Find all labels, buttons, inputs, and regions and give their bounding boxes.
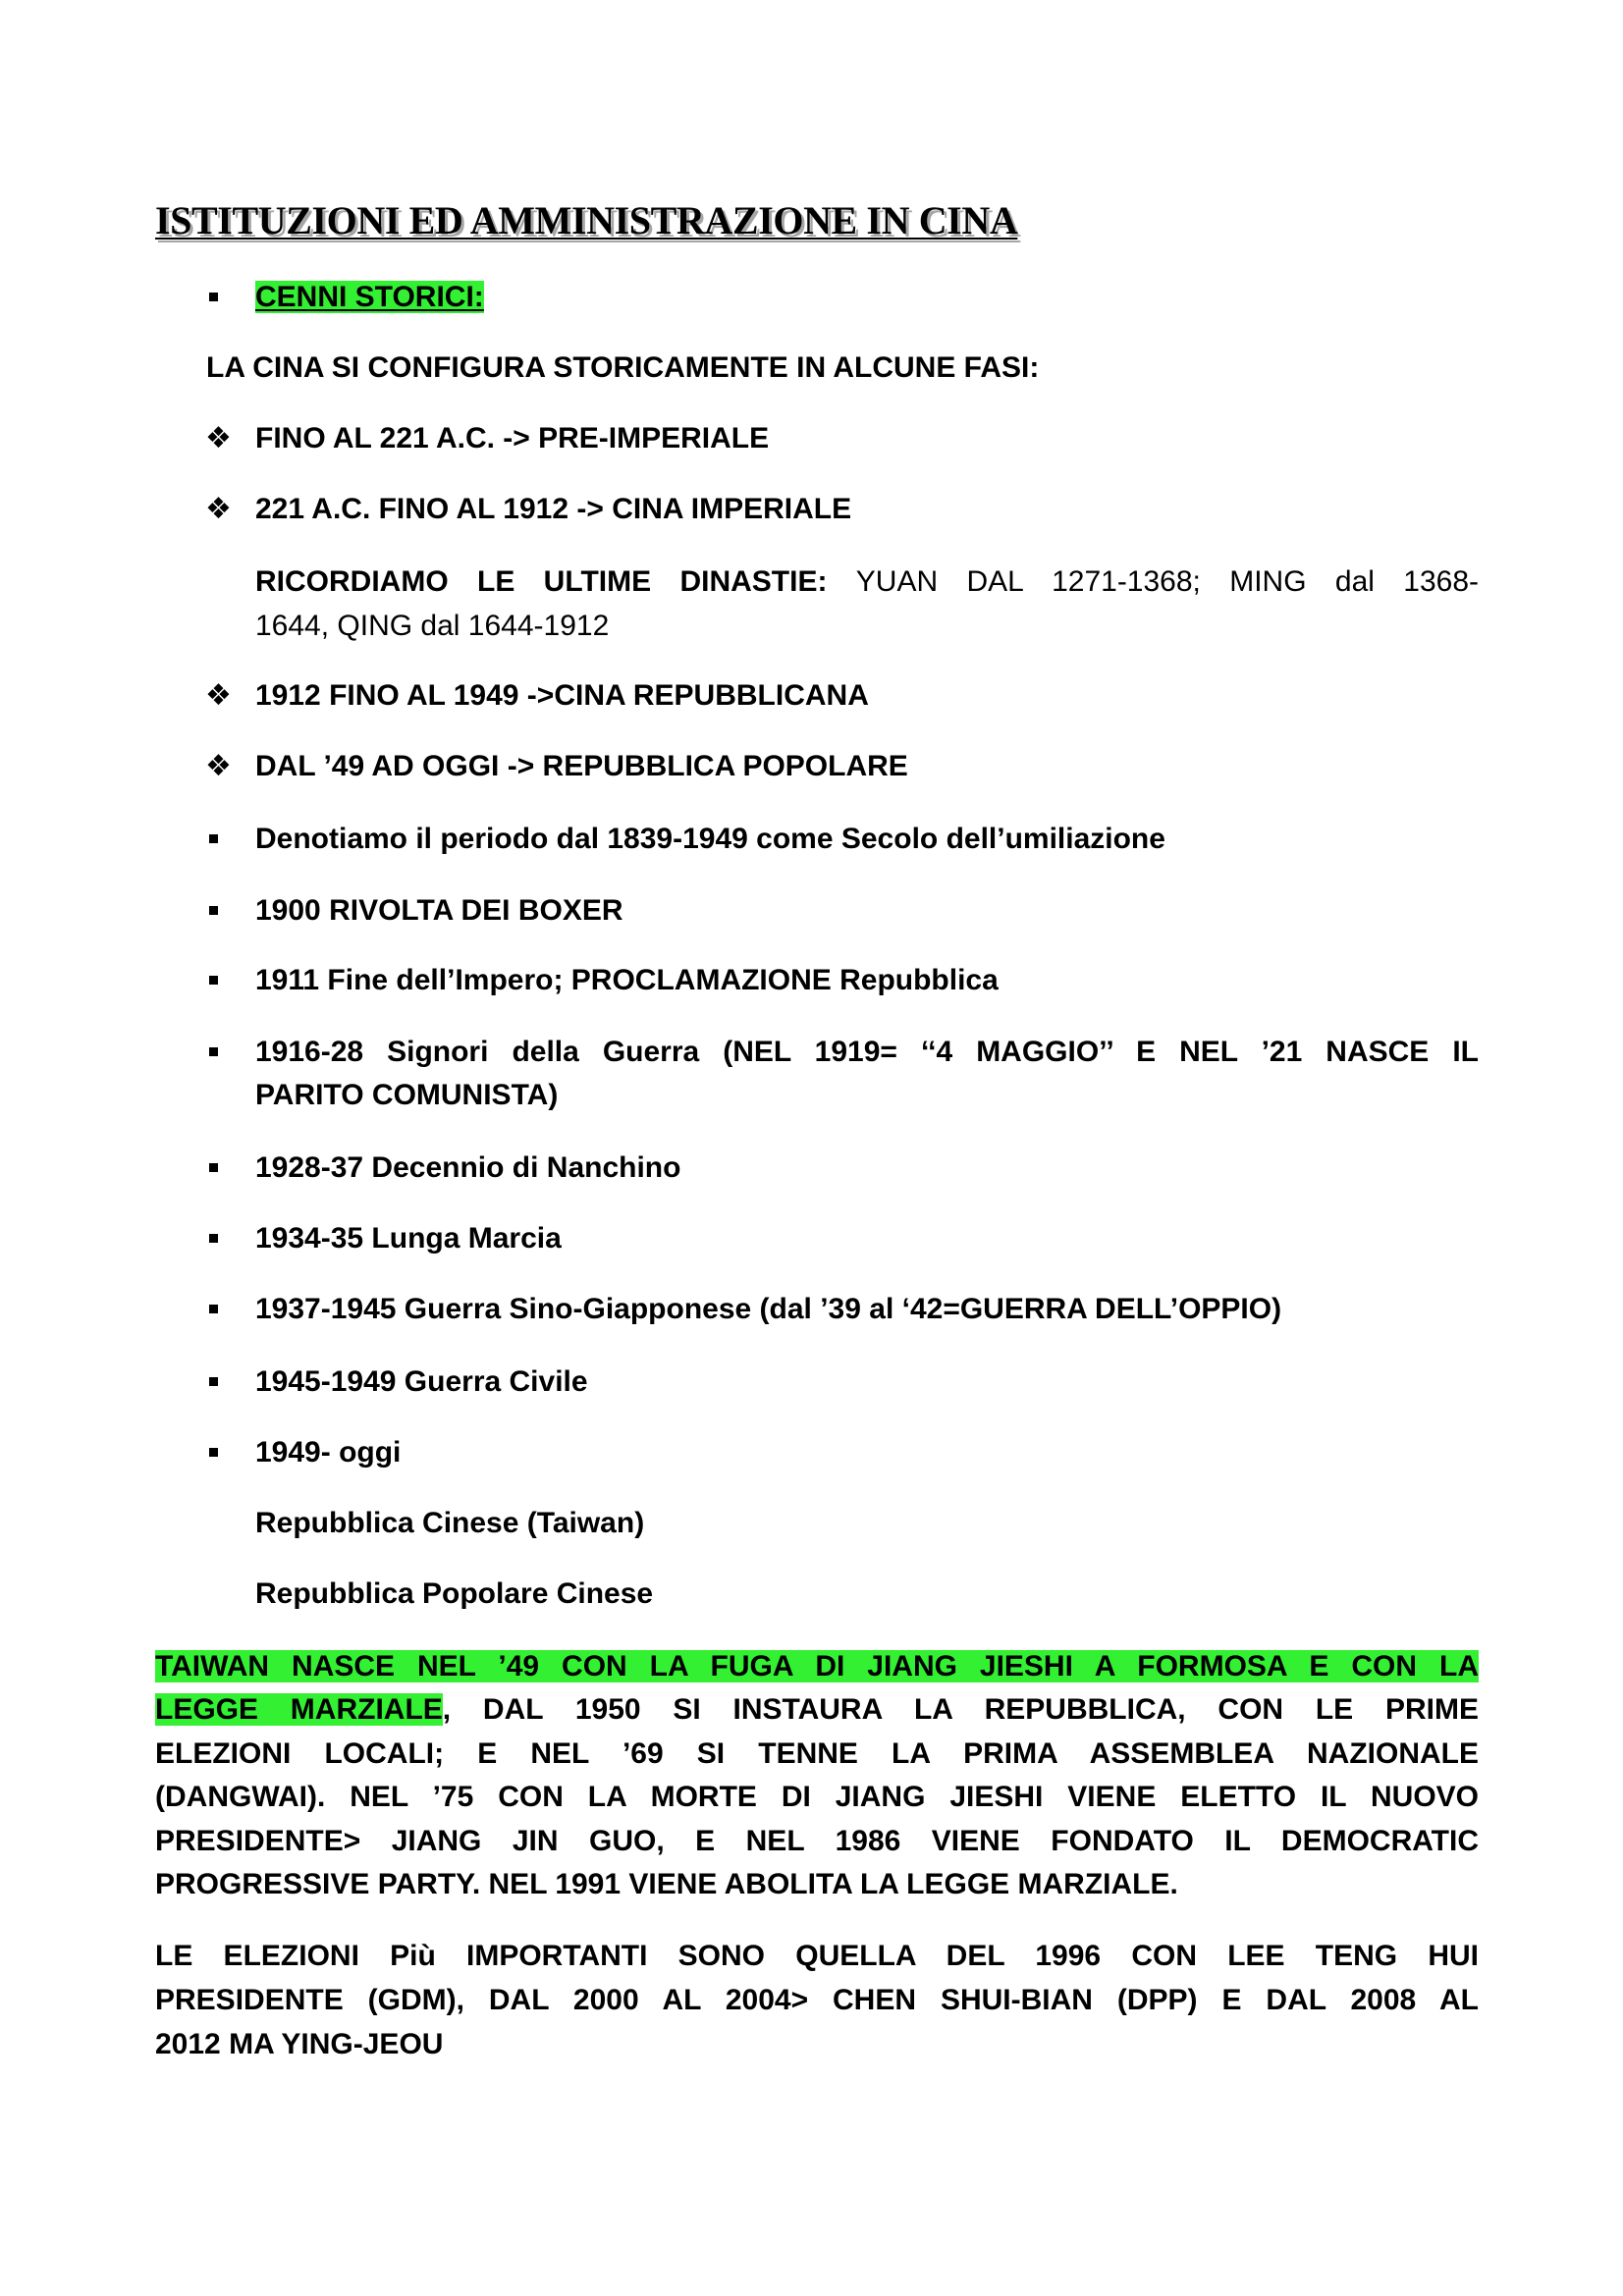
square-bullet-icon bbox=[209, 1377, 218, 1386]
diamond-bullet-icon: ❖ bbox=[205, 678, 232, 713]
square-bullet-icon bbox=[209, 1448, 218, 1457]
dynasties-line bbox=[255, 560, 1479, 604]
taiwan-paragraph bbox=[155, 1645, 1479, 1906]
section-heading: CENNI STORICI: bbox=[255, 281, 484, 313]
paragraph-line bbox=[155, 1645, 1479, 1688]
timeline-item bbox=[255, 959, 1479, 1002]
sub-item: Repubblica Cinese (Taiwan) bbox=[255, 1507, 645, 1539]
paragraph-text: , DAL 1950 SI INSTAURA LA REPUBBLICA, CON LE PRIME bbox=[442, 1693, 1479, 1727]
paragraph-line: PROGRESSIVE PARTY. NEL 1991 VIENE ABOLITA LA LEGGE MARZIALE. bbox=[155, 1868, 1178, 1901]
paragraph-line: PRESIDENTE> JIANG JIN GUO, E NEL 1986 VIENE FONDATO IL DEMOCRATIC bbox=[155, 1824, 1479, 1857]
dynasties-note bbox=[255, 560, 1479, 648]
square-bullet-icon bbox=[209, 1234, 218, 1243]
paragraph-line bbox=[155, 1688, 1479, 1732]
sub-item: Repubblica Popolare Cinese bbox=[255, 1577, 654, 1610]
paragraph-line: ELEZIONI LOCALI; E NEL ’69 SI TENNE LA PRIMA ASSEMBLEA NAZIONALE bbox=[155, 1736, 1479, 1770]
timeline-text: 1916-28 Signori della Guerra (NEL 1919= ‘‘4 MAGGIO’’ E NEL ’21 NASCE IL bbox=[255, 1036, 1479, 1068]
phase-item bbox=[205, 417, 1479, 460]
phase-text: 1912 FINO AL 1949 ->CINA REPUBBLICANA bbox=[255, 679, 869, 712]
timeline-text: Denotiamo il periodo dal 1839-1949 come Secolo dell’umiliazione bbox=[255, 823, 1165, 855]
section-heading-item bbox=[255, 276, 1479, 319]
document-title: ISTITUZIONI ED AMMINISTRAZIONE IN CINA bbox=[155, 198, 1018, 242]
timeline-text: 1945-1949 Guerra Civile bbox=[255, 1365, 588, 1398]
timeline-text: 1937-1945 Guerra Sino-Giapponese (dal ’39 al ‘42=GUERRA DELL’OPPIO) bbox=[255, 1293, 1282, 1325]
intro-text: LA CINA SI CONFIGURA STORICAMENTE IN ALCUNE FASI: bbox=[206, 351, 1040, 384]
diamond-bullet-icon: ❖ bbox=[205, 749, 232, 783]
square-bullet-icon bbox=[209, 1305, 218, 1313]
timeline-item bbox=[255, 1031, 1479, 1117]
phase-text: FINO AL 221 A.C. -> PRE-IMPERIALE bbox=[255, 422, 770, 454]
square-bullet-icon bbox=[209, 1047, 218, 1056]
dynasties-text: YUAN DAL 1271-1368; MING dal 1368- bbox=[855, 565, 1479, 598]
dynasties-text: 1644, QING dal 1644-1912 bbox=[255, 610, 610, 642]
paragraph-line: LE ELEZIONI Più IMPORTANTI SONO QUELLA DEL 1996 CON LEE TENG HUI bbox=[155, 1940, 1479, 1972]
square-bullet-icon bbox=[209, 906, 218, 915]
timeline-item bbox=[255, 818, 1479, 861]
timeline-item bbox=[255, 1431, 1479, 1474]
square-bullet-icon bbox=[209, 834, 218, 843]
timeline-item bbox=[255, 1147, 1479, 1190]
phase-item bbox=[205, 745, 1479, 788]
timeline-item bbox=[255, 889, 1479, 933]
timeline-item bbox=[255, 1361, 1479, 1404]
phase-item bbox=[205, 488, 1479, 531]
paragraph-line: (DANGWAI). NEL ’75 CON LA MORTE DI JIANG JIESHI VIENE ELETTO IL NUOVO bbox=[155, 1781, 1479, 1814]
timeline-text: 1900 RIVOLTA DEI BOXER bbox=[255, 894, 623, 927]
timeline-text: 1928-37 Decennio di Nanchino bbox=[255, 1151, 681, 1184]
timeline-text: 1934-35 Lunga Marcia bbox=[255, 1222, 562, 1255]
square-bullet-icon bbox=[209, 293, 218, 301]
elections-paragraph bbox=[155, 1934, 1479, 2066]
square-bullet-icon bbox=[209, 1163, 218, 1172]
timeline-item bbox=[255, 1288, 1479, 1331]
paragraph-line: 2012 MA YING-JEOU bbox=[155, 2028, 444, 2060]
phase-text: DAL ’49 AD OGGI -> REPUBBLICA POPOLARE bbox=[255, 750, 908, 782]
paragraph-line: PRESIDENTE (GDM), DAL 2000 AL 2004> CHEN SHUI-BIAN (DPP) E DAL 2008 AL bbox=[155, 1984, 1479, 2016]
dynasties-label: RICORDIAMO LE ULTIME DINASTIE: bbox=[255, 565, 828, 598]
diamond-bullet-icon: ❖ bbox=[205, 492, 232, 526]
timeline-text: 1911 Fine dell’Impero; PROCLAMAZIONE Repubblica bbox=[255, 964, 999, 996]
timeline-text: 1949- oggi bbox=[255, 1436, 402, 1468]
highlighted-text: TAIWAN NASCE NEL ’49 CON LA FUGA DI JIANG JIESHI A FORMOSA E CON LA bbox=[155, 1650, 1479, 1682]
timeline-text: PARITO COMUNISTA) bbox=[255, 1079, 559, 1111]
phase-item bbox=[205, 674, 1479, 718]
highlighted-text: LEGGE MARZIALE bbox=[155, 1693, 443, 1727]
timeline-item bbox=[255, 1217, 1479, 1260]
phase-text: 221 A.C. FINO AL 1912 -> CINA IMPERIALE bbox=[255, 493, 852, 525]
square-bullet-icon bbox=[209, 976, 218, 985]
diamond-bullet-icon: ❖ bbox=[205, 421, 232, 455]
